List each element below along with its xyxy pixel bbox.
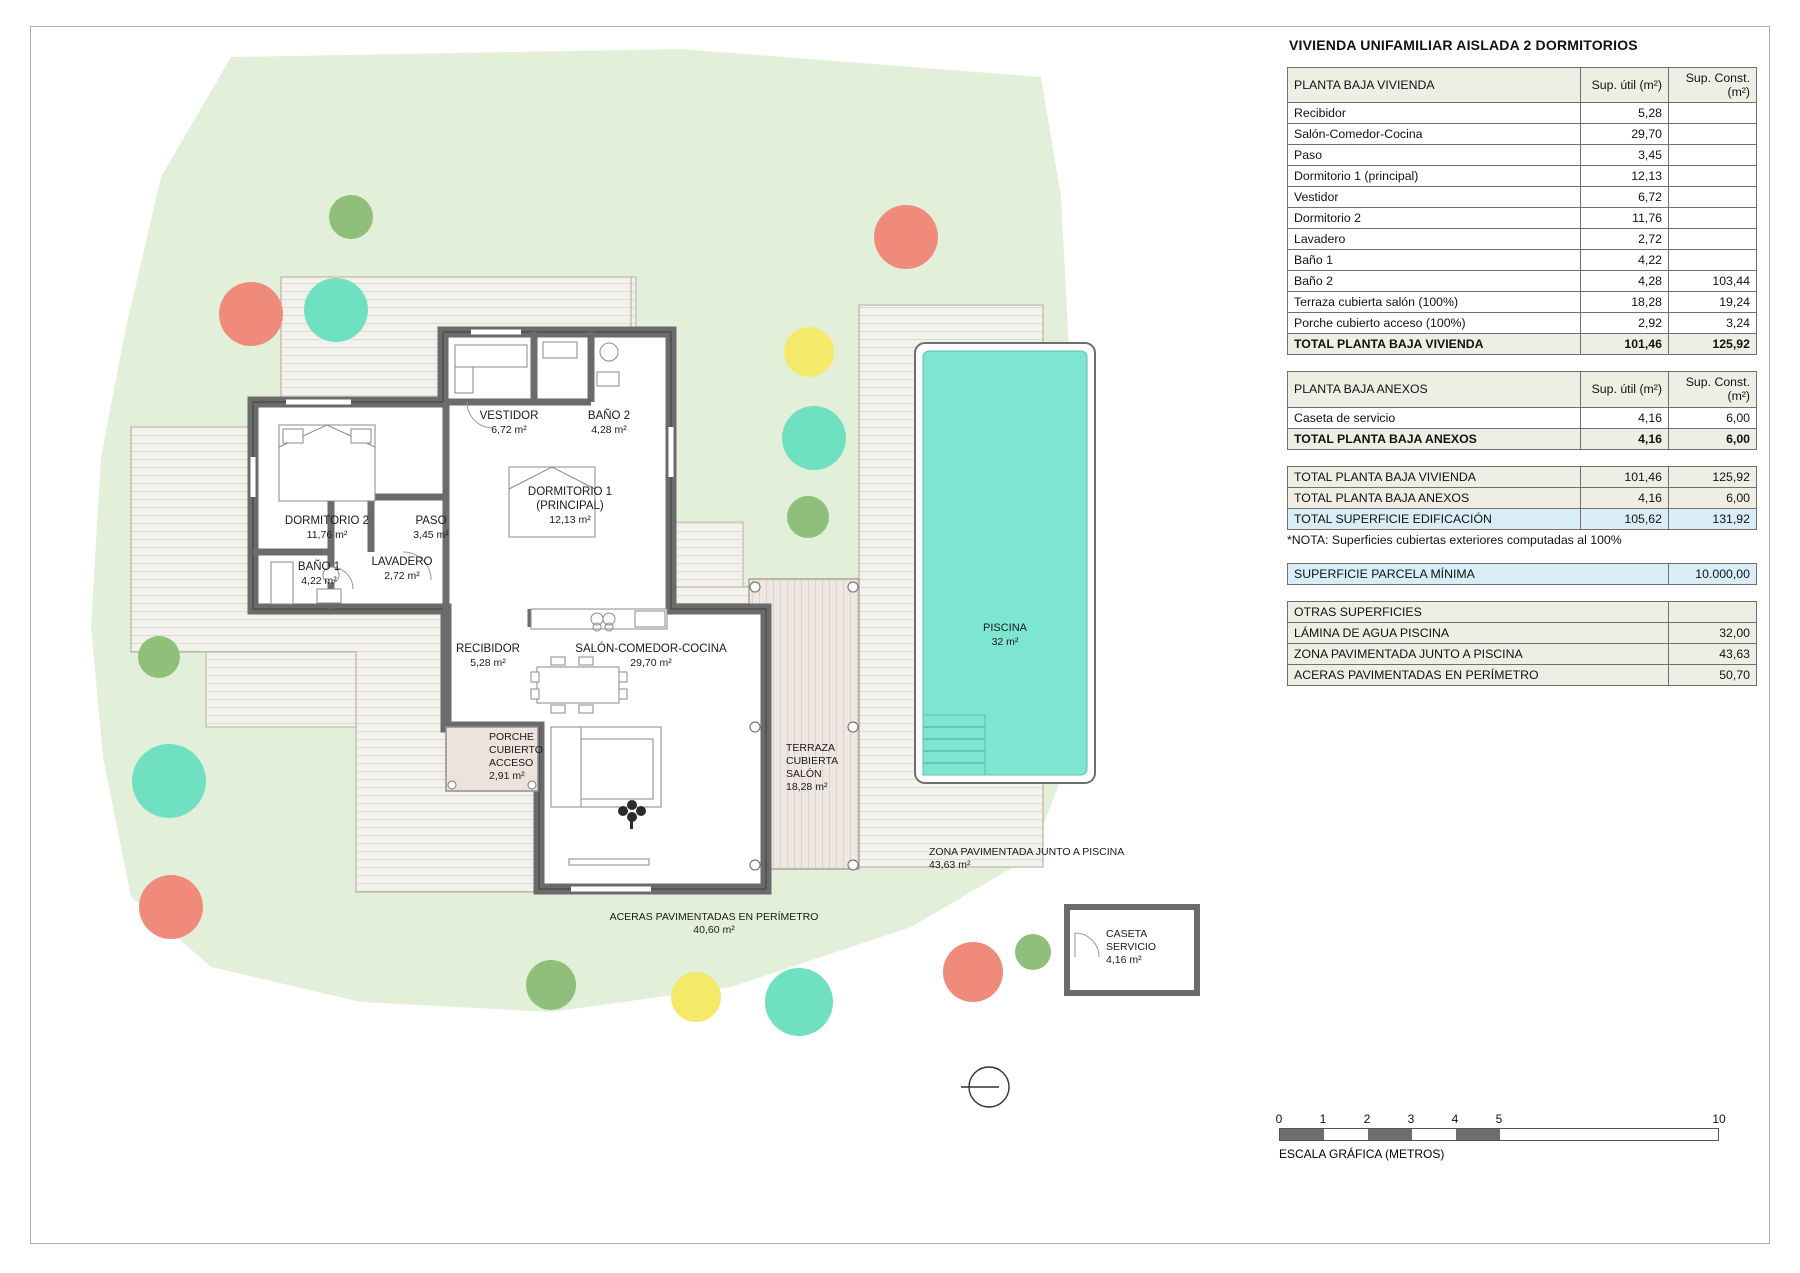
scale-tick: 10 <box>1712 1112 1726 1126</box>
table-totales <box>1287 466 1757 530</box>
label-bano2-area: 4,28 m² <box>591 424 627 436</box>
scale-tick: 1 <box>1319 1112 1327 1126</box>
row-label: Caseta de servicio <box>1288 407 1581 428</box>
label-salon-area: 29,70 m² <box>630 657 672 669</box>
table-row <box>1288 187 1757 208</box>
north-symbol <box>961 1067 1009 1107</box>
table-row <box>1288 643 1757 664</box>
surface-tables-panel <box>1279 27 1769 1243</box>
row-label: Porche cubierto acceso (100%) <box>1288 313 1581 334</box>
floor-plan-drawing <box>31 27 1271 1243</box>
label-terraza-l3: SALÓN <box>786 768 822 780</box>
table-row <box>1288 622 1757 643</box>
label-aceras-name: ACERAS PAVIMENTADAS EN PERÍMETRO <box>609 911 819 923</box>
row-label: Recibidor <box>1288 103 1581 124</box>
tree <box>1015 934 1051 970</box>
table-row <box>1288 103 1757 124</box>
row-const <box>1669 166 1757 187</box>
table-row <box>1288 313 1757 334</box>
row-const <box>1669 103 1757 124</box>
row-util: 101,46 <box>1581 466 1669 487</box>
tree <box>765 968 833 1036</box>
total-const: 125,92 <box>1669 334 1757 355</box>
tree <box>784 327 834 377</box>
row-label: ZONA PAVIMENTADA JUNTO A PISCINA <box>1288 643 1669 664</box>
label-salon-name: SALÓN-COMEDOR-COCINA <box>575 643 727 655</box>
label-terraza-l2: CUBIERTA <box>786 755 839 767</box>
scale-tick-labels <box>1275 1112 1749 1128</box>
tree <box>304 278 368 342</box>
label-recibidor-area: 5,28 m² <box>470 657 506 669</box>
row-util: 12,13 <box>1581 166 1669 187</box>
label-lavadero-area: 2,72 m² <box>384 570 420 582</box>
label-paso-area: 3,45 m² <box>413 529 449 541</box>
total-const: 6,00 <box>1669 428 1757 449</box>
table-total-row <box>1288 334 1757 355</box>
row-const <box>1669 124 1757 145</box>
row-label: Lavadero <box>1288 229 1581 250</box>
pool-visual <box>915 343 1095 783</box>
tree <box>132 744 206 818</box>
tree <box>329 195 373 239</box>
row-const: 19,24 <box>1669 292 1757 313</box>
surface-note: *NOTA: Superficies cubiertas exteriores computadas al 100% <box>1287 532 1622 547</box>
row-const <box>1669 229 1757 250</box>
row-util: 29,70 <box>1581 124 1669 145</box>
row-const: 103,44 <box>1669 271 1757 292</box>
table-planta-baja-vivienda <box>1287 67 1757 355</box>
highlight-util: 105,62 <box>1581 508 1669 529</box>
highlight-const: 131,92 <box>1669 508 1757 529</box>
drawing-sheet <box>30 26 1770 1244</box>
table-highlight-row <box>1288 508 1757 529</box>
row-const: 125,92 <box>1669 466 1757 487</box>
label-vestidor-area: 6,72 m² <box>491 424 527 436</box>
total-util: 4,16 <box>1581 428 1669 449</box>
scale-tick: 3 <box>1407 1112 1415 1126</box>
header-const: Sup. Const. (m²) <box>1669 372 1757 407</box>
table-row <box>1288 145 1757 166</box>
table-row <box>1288 466 1757 487</box>
label-aceras-area: 40,60 m² <box>693 924 735 936</box>
row-value: 10.000,00 <box>1669 563 1757 584</box>
label-bano1-name: BAÑO 1 <box>297 561 341 573</box>
row-value: 32,00 <box>1669 622 1757 643</box>
row-label: Vestidor <box>1288 187 1581 208</box>
table-planta-baja-anexos <box>1287 371 1757 449</box>
scale-tick: 4 <box>1451 1112 1459 1126</box>
table-total-row <box>1288 428 1757 449</box>
row-label: Baño 2 <box>1288 271 1581 292</box>
label-dorm1-name: DORMITORIO 1 <box>527 486 613 498</box>
row-util: 2,72 <box>1581 229 1669 250</box>
table-row <box>1288 250 1757 271</box>
scale-caption: ESCALA GRÁFICA (METROS) <box>1279 1147 1445 1161</box>
label-dorm1-name2: (PRINCIPAL) <box>536 500 604 512</box>
row-label: Terraza cubierta salón (100%) <box>1288 292 1581 313</box>
table-header-row <box>1288 68 1757 103</box>
panel-title: VIVIENDA UNIFAMILIAR AISLADA 2 DORMITORIOS <box>1289 37 1638 53</box>
label-terraza-area: 18,28 m² <box>786 781 828 793</box>
label-porche-area: 2,91 m² <box>489 770 525 782</box>
row-util: 4,16 <box>1581 407 1669 428</box>
row-const: 3,24 <box>1669 313 1757 334</box>
row-const: 6,00 <box>1669 407 1757 428</box>
header-const: Sup. Const. (m²) <box>1669 68 1757 103</box>
row-label: Paso <box>1288 145 1581 166</box>
header-name: OTRAS SUPERFICIES <box>1288 601 1669 622</box>
row-label: Dormitorio 2 <box>1288 208 1581 229</box>
table-parcela-minima <box>1287 563 1757 585</box>
header-util: Sup. útil (m²) <box>1581 68 1669 103</box>
row-util: 2,92 <box>1581 313 1669 334</box>
row-value: 43,63 <box>1669 643 1757 664</box>
header-util: Sup. útil (m²) <box>1581 372 1669 407</box>
row-util: 4,16 <box>1581 487 1669 508</box>
row-label: Dormitorio 1 (principal) <box>1288 166 1581 187</box>
label-dorm1-area: 12,13 m² <box>549 514 591 526</box>
scale-tick: 5 <box>1495 1112 1503 1126</box>
label-zona-area: 43,63 m² <box>929 859 971 871</box>
label-terraza-l1: TERRAZA <box>786 742 836 754</box>
label-paso-name: PASO <box>415 515 447 527</box>
scale-bar <box>1279 1128 1719 1141</box>
row-util: 18,28 <box>1581 292 1669 313</box>
row-const <box>1669 208 1757 229</box>
row-util: 4,22 <box>1581 250 1669 271</box>
table-row <box>1288 229 1757 250</box>
header-name: PLANTA BAJA ANEXOS <box>1288 372 1581 407</box>
row-label: Baño 1 <box>1288 250 1581 271</box>
label-dorm2-name: DORMITORIO 2 <box>284 515 370 527</box>
highlight-label: TOTAL SUPERFICIE EDIFICACIÓN <box>1288 508 1581 529</box>
row-const <box>1669 145 1757 166</box>
row-const: 6,00 <box>1669 487 1757 508</box>
row-util: 5,28 <box>1581 103 1669 124</box>
tree <box>787 496 829 538</box>
table-otras-superficies <box>1287 601 1757 686</box>
scale-tick: 2 <box>1363 1112 1371 1126</box>
label-porche-l1: PORCHE <box>489 731 534 743</box>
pool-steps <box>923 715 985 775</box>
table-row <box>1288 208 1757 229</box>
table-row <box>1288 664 1757 685</box>
tree <box>526 960 576 1010</box>
total-util: 101,46 <box>1581 334 1669 355</box>
header-value <box>1669 601 1757 622</box>
tree <box>671 972 721 1022</box>
header-name: PLANTA BAJA VIVIENDA <box>1288 68 1581 103</box>
label-piscina-name: PISCINA <box>982 622 1028 634</box>
row-util: 3,45 <box>1581 145 1669 166</box>
label-lavadero-name: LAVADERO <box>371 556 433 568</box>
label-bano1-area: 4,22 m² <box>301 575 337 587</box>
total-label: TOTAL PLANTA BAJA ANEXOS <box>1288 428 1581 449</box>
row-label: SUPERFICIE PARCELA MÍNIMA <box>1288 563 1669 584</box>
tree <box>874 205 938 269</box>
label-porche-l2: CUBIERTO <box>489 744 543 756</box>
table-header-row <box>1288 372 1757 407</box>
row-label: Salón-Comedor-Cocina <box>1288 124 1581 145</box>
scale-tick: 0 <box>1275 1112 1283 1126</box>
table-row <box>1288 407 1757 428</box>
tree <box>943 942 1003 1002</box>
graphic-scale <box>1275 1112 1749 1161</box>
table-row <box>1288 487 1757 508</box>
table-row <box>1288 124 1757 145</box>
label-caseta-l1: CASETA <box>1106 928 1148 940</box>
table-row <box>1288 292 1757 313</box>
row-value: 50,70 <box>1669 664 1757 685</box>
label-dorm2-area: 11,76 m² <box>306 529 348 541</box>
tree <box>139 875 203 939</box>
label-bano2-name: BAÑO 2 <box>587 410 631 422</box>
label-vestidor-name: VESTIDOR <box>479 410 539 422</box>
tree <box>782 406 846 470</box>
label-zona-name: ZONA PAVIMENTADA JUNTO A PISCINA <box>929 846 1125 858</box>
row-const <box>1669 250 1757 271</box>
table-header-row <box>1288 601 1757 622</box>
row-label: TOTAL PLANTA BAJA VIVIENDA <box>1288 466 1581 487</box>
label-piscina-area: 32 m² <box>991 636 1019 648</box>
table-row <box>1288 563 1757 584</box>
row-label: LÁMINA DE AGUA PISCINA <box>1288 622 1669 643</box>
table-row <box>1288 166 1757 187</box>
label-caseta-l2: SERVICIO <box>1106 941 1156 953</box>
tree <box>219 282 283 346</box>
total-label: TOTAL PLANTA BAJA VIVIENDA <box>1288 334 1581 355</box>
row-util: 4,28 <box>1581 271 1669 292</box>
label-caseta-area: 4,16 m² <box>1106 954 1142 966</box>
label-recibidor-name: RECIBIDOR <box>456 643 520 655</box>
row-label: TOTAL PLANTA BAJA ANEXOS <box>1288 487 1581 508</box>
tree <box>138 636 180 678</box>
label-porche-l3: ACCESO <box>489 757 534 769</box>
row-const <box>1669 187 1757 208</box>
row-util: 11,76 <box>1581 208 1669 229</box>
table-row <box>1288 271 1757 292</box>
row-util: 6,72 <box>1581 187 1669 208</box>
row-label: ACERAS PAVIMENTADAS EN PERÍMETRO <box>1288 664 1669 685</box>
